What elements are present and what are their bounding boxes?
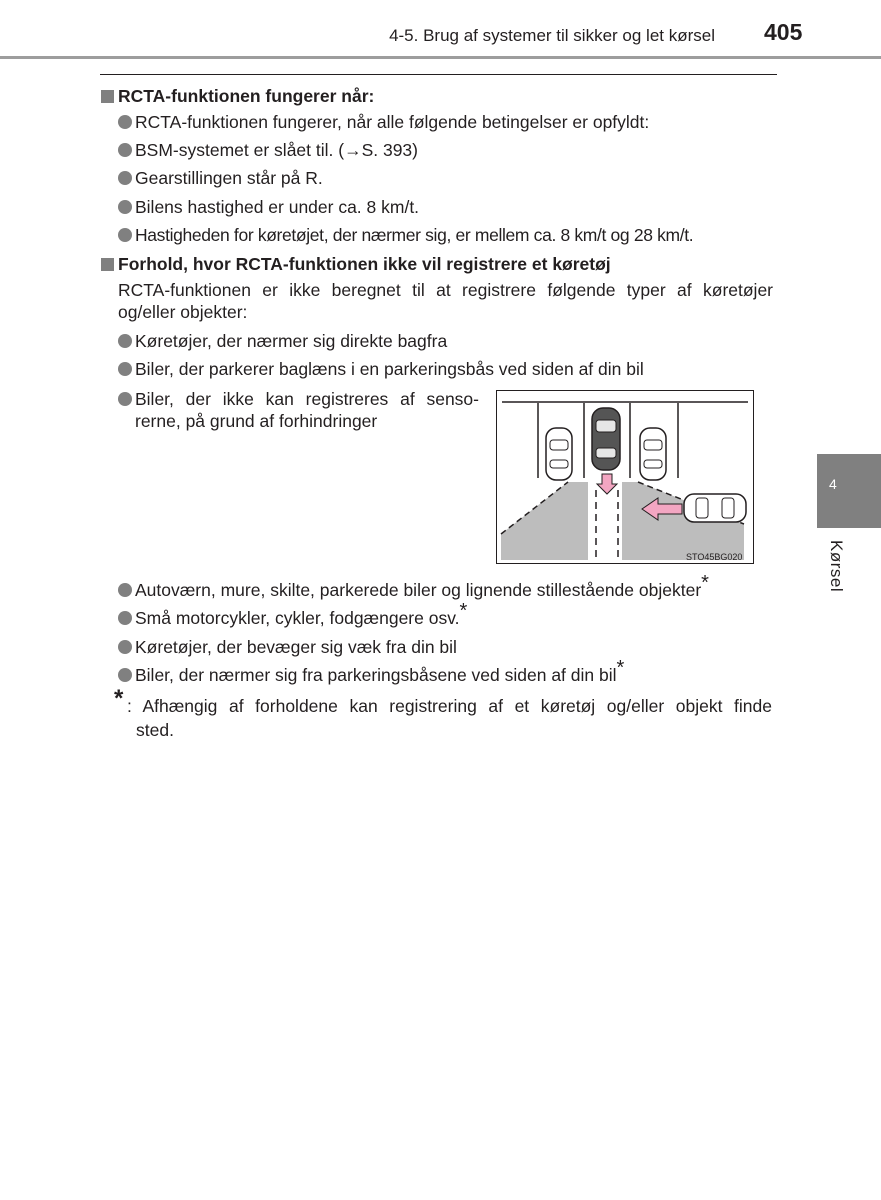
chapter-tab (817, 454, 881, 528)
chapter-number: 4 (829, 476, 837, 492)
section-divider (100, 74, 777, 75)
header-divider (0, 56, 881, 59)
page-number: 405 (764, 19, 803, 45)
list-item: RCTA-funktionen fungerer, når alle følgende betingelser er opfyldt: (118, 111, 649, 133)
section2-intro-line2: og/eller objekter: (118, 302, 248, 322)
square-bullet-icon (101, 90, 114, 103)
figure-item-line1: Biler, der ikke kan registreres af senso- (118, 388, 479, 410)
section2-intro-line1: RCTA-funktionen er ikke beregnet til at registrere følgende typer af køretøjer (118, 280, 773, 300)
figure-item-line2: rerne, på grund af forhindringer (135, 411, 378, 431)
bullet-icon (118, 334, 132, 348)
header-section-title: 4-5. Brug af systemer til sikker og let kørsel (389, 26, 715, 45)
figure-code: STO45BG020 (686, 552, 743, 562)
asterisk-mark: * (701, 572, 709, 594)
chapter-label: Kørsel (827, 540, 846, 593)
section1-heading: RCTA-funktionen fungerer når: (101, 85, 374, 107)
bullet-icon (118, 611, 132, 625)
list-item: Hastigheden for køretøjet, der nærmer sig, er mellem ca. 8 km/t og 28 km/t. (118, 224, 693, 246)
bullet-icon (118, 200, 132, 214)
parked-car-right (640, 428, 666, 480)
bullet-icon (118, 668, 132, 682)
approaching-car (684, 494, 746, 522)
footnote-marker: * (114, 685, 124, 712)
footnote-line2: sted. (136, 720, 174, 740)
list-item: Køretøjer, der bevæger sig væk fra din bil (118, 636, 457, 658)
square-bullet-icon (101, 258, 114, 271)
list-item: Gearstillingen står på R. (118, 167, 323, 189)
bullet-icon (118, 228, 132, 242)
asterisk-mark: * (459, 600, 468, 622)
own-car (592, 408, 620, 470)
list-item: Biler, der nærmer sig fra parkeringsbåsene ved siden af din bil* (118, 664, 624, 686)
list-item: Køretøjer, der nærmer sig direkte bagfra (118, 330, 447, 352)
list-item: Bilens hastighed er under ca. 8 km/t. (118, 196, 419, 218)
parked-car-left (546, 428, 572, 480)
asterisk-mark: * (616, 657, 625, 679)
footnote-line1: : Afhængig af forholdene kan registrering af et køretøj og/eller objekt finde (127, 696, 772, 716)
section2-heading: Forhold, hvor RCTA-funktionen ikke vil registrere et køretøj (101, 253, 611, 275)
bullet-icon (118, 115, 132, 129)
bullet-icon (118, 640, 132, 654)
list-item: BSM-systemet er slået til. (→S. 393) (118, 139, 418, 161)
bullet-icon (118, 143, 132, 157)
bullet-icon (118, 583, 132, 597)
list-item: Autoværn, mure, skilte, parkerede biler og lignende stillestående objekter* (118, 579, 709, 601)
list-item: Små motorcykler, cykler, fodgængere osv.* (118, 607, 467, 629)
bullet-icon (118, 171, 132, 185)
bullet-icon (118, 362, 132, 376)
list-item: Biler, der parkerer baglæns i en parkeringsbås ved siden af din bil (118, 358, 644, 380)
rcta-illustration (496, 390, 754, 564)
bullet-icon (118, 392, 132, 406)
